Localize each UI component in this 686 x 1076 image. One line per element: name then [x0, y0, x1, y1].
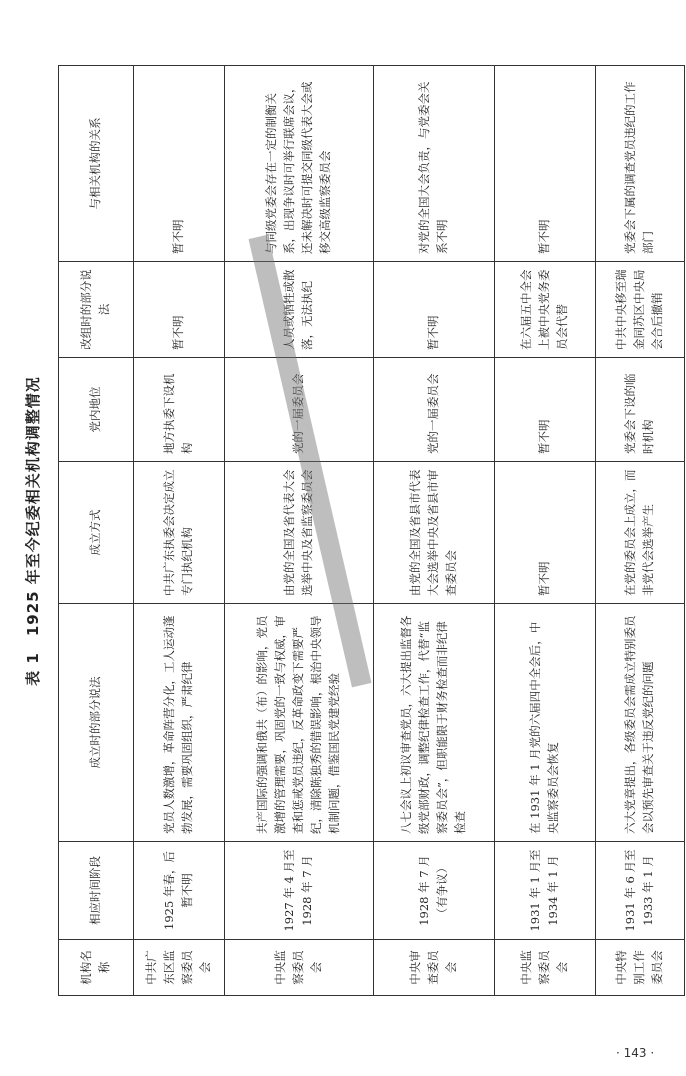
table-cell: 共产国际的强调和俄共（布）的影响，党员激增的管理需要，巩固党的一致与权威，审查和惩戒党员违纪，反革命政变下需要严纪，清除陈独秀的错误影响，根治中央领导机制问题，借鉴国民党建党经验	[225, 604, 374, 842]
table-cell: 对党的全国大会负责，与党委会关系不明	[374, 66, 495, 262]
table-cell: 由党的全国及省代表大会选举中央及省监察委员会	[225, 462, 374, 604]
table-cell: 1925 年春，后暂不明	[134, 842, 225, 940]
table-cell: 在六届五中全会上被中央党务委员会代替	[495, 262, 596, 358]
table-cell: 暂不明	[495, 358, 596, 462]
header-cell: 与相关机构的关系	[59, 66, 134, 262]
table-row	[134, 66, 225, 996]
table-cell: 暂不明	[134, 262, 225, 358]
table-cell: 六大党章提出，各级委员会需成立特别委员会以预先审查关于违反党纪的问题	[596, 604, 685, 842]
header-row	[59, 66, 134, 996]
header-cell: 机构名称	[59, 940, 134, 996]
header-cell: 成立时的部分说法	[59, 604, 134, 842]
table-cell: 党的一届委员会	[225, 358, 374, 462]
table-cell: 中共中央移至瑞金同苏区中央局会合后撤销	[596, 262, 685, 358]
table-cell: 由党的全国及省县市代表大会选举中央及省县市审查委员会	[374, 462, 495, 604]
table-cell: 党委会下属的调查党员违纪的工作部门	[596, 66, 685, 262]
table-cell: 地方执委下设机构	[134, 358, 225, 462]
table-cell: 1928 年 7 月（有争议）	[374, 842, 495, 940]
table-title: 表 1 1925 年至今纪委相关机构调整情况	[24, 376, 42, 686]
table-cell: 暂不明	[374, 262, 495, 358]
header-cell: 改组时的部分说法	[59, 262, 134, 358]
table-cell: 在党的委员会上成立，而非党代会选举产生	[596, 462, 685, 604]
table-cell: 中央监察委员会	[225, 940, 374, 996]
header-cell: 成立方式	[59, 462, 134, 604]
data-table	[58, 65, 685, 996]
table-cell: 人员或牺牲或散落，无法执纪	[225, 262, 374, 358]
table-row	[374, 66, 495, 996]
table-cell: 中共广东执委会决定成立专门执纪机构	[134, 462, 225, 604]
table-cell: 党的一届委员会	[374, 358, 495, 462]
table-row	[596, 66, 685, 996]
table-cell: 中央监察委员会	[495, 940, 596, 996]
table-cell: 八七会议上初议审查党员，六大提出监督各级党部财政，调整纪律检查工作，代替“监察委员会”，但职能限于财务检查而非纪律检查	[374, 604, 495, 842]
table-cell: 暂不明	[495, 462, 596, 604]
table-cell: 党委会下设的临时机构	[596, 358, 685, 462]
table-cell: 1927 年 4 月至 1928 年 7 月	[225, 842, 374, 940]
table-cell: 1931 年 6 月至 1933 年 1 月	[596, 842, 685, 940]
table-cell: 暂不明	[134, 66, 225, 262]
table-cell: 中央审查委员会	[374, 940, 495, 996]
table-cell: 中央特别工作委员会	[596, 940, 685, 996]
table-cell: 中共广东区监察委员会	[134, 940, 225, 996]
table-row	[495, 66, 596, 996]
table-cell: 与同级党委会存在一定的制衡关系，出现争议时可举行联席会议，还未解决时可提交同级代表大会或移交高级监察委员会	[225, 66, 374, 262]
table-cell: 党员人数激增，革命阵营分化，工人运动蓬勃发展，需要巩固组织，严肃纪律	[134, 604, 225, 842]
table-cell: 1931 年 1 月至 1934 年 1 月	[495, 842, 596, 940]
table-cell: 暂不明	[495, 66, 596, 262]
page-number: · 143 ·	[616, 1046, 655, 1060]
table-cell: 在 1931 年 1 月党的六届四中全会后，中央监察委员会恢复	[495, 604, 596, 842]
table-row	[225, 66, 374, 996]
header-cell: 党内地位	[59, 358, 134, 462]
header-cell: 相应时间阶段	[59, 842, 134, 940]
